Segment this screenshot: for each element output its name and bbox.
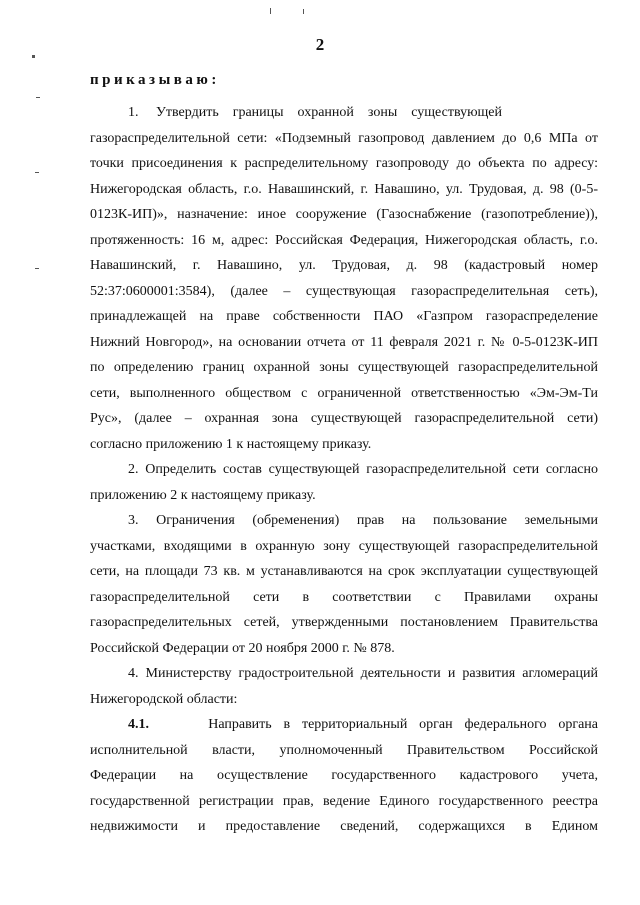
paragraph-1-line: по определению границ охранной зоны существующей газораспределительной xyxy=(90,360,598,375)
order-heading: приказываю: xyxy=(90,72,220,88)
paragraph-3-line: газораспределительной сети в соответствии с Правилами охраны xyxy=(90,589,598,605)
paragraph-1-line: согласно приложению 1 к настоящему приказу. xyxy=(90,436,372,452)
paragraph-3-line: 3. Ограничения (обременения) прав на пользование земельными xyxy=(128,513,598,528)
scan-mark xyxy=(36,97,40,98)
scan-mark xyxy=(35,172,39,173)
paragraph-1-line: газораспределительной сети: «Подземный газопровод давлением до 0,6 МПа от xyxy=(90,130,598,146)
paragraph-1-line: Нижегородская область, г.о. Навашинский, г. Навашино, ул. Трудовая, д. 98 (0-5- xyxy=(90,181,598,197)
paragraph-1-line: 52:37:0600001:3584), (далее – существующая газораспределительная сеть), xyxy=(90,283,598,299)
paragraph-1-line: протяженность: 16 м, адрес: Российская Федерация, Нижегородская область, г.о. xyxy=(90,232,598,248)
scan-mark xyxy=(35,268,39,269)
paragraph-4-1-text: Направить в территориальный орган федерального органа xyxy=(208,717,598,732)
paragraph-4-1-line: исполнительной власти, уполномоченный Правительством Российской xyxy=(90,742,598,758)
scan-mark xyxy=(32,55,35,58)
paragraph-1-line: 1. Утвердить границы охранной зоны существующей xyxy=(128,105,503,120)
paragraph-4-1-line: недвижимости и предоставление сведений, содержащихся в Едином xyxy=(90,819,598,834)
paragraph-3-line: Российской Федерации от 20 ноября 2000 г. № 878. xyxy=(90,640,395,656)
paragraph-4-1-line: Федерации на осуществление государственного кадастрового учета, xyxy=(90,768,598,783)
paragraph-1-line: Рус», (далее – охранная зона существующей газораспределительной сети) xyxy=(90,411,598,426)
paragraph-2-line: приложению 2 к настоящему приказу. xyxy=(90,487,316,503)
paragraph-1-line: Нижний Новгород», на основании отчета от 11 февраля 2021 г. № 0-5-0123К-ИП xyxy=(90,334,598,350)
paragraph-4-1-line xyxy=(90,712,598,738)
scan-mark xyxy=(303,9,304,14)
paragraph-2-line: 2. Определить состав существующей газораспределительной сети согласно xyxy=(128,462,598,477)
paragraph-1-line: сети, выполненного обществом с ограниченной ответственностью «Эм-Эм-Ти xyxy=(90,385,598,401)
paragraph-4-1-line: государственной регистрации прав, ведение Единого государственного реестра xyxy=(90,793,598,809)
paragraph-4-line: Нижегородской области: xyxy=(90,691,238,707)
paragraph-3-line: газораспределительных сетей, утвержденными постановлением Правительства xyxy=(90,615,598,630)
document-body xyxy=(90,100,598,840)
paragraph-3-line: сети, на площади 73 кв. м устанавливаются на срок эксплуатации существующей xyxy=(90,564,598,579)
paragraph-4-line: 4. Министерству градостроительной деятельности и развития агломераций xyxy=(128,666,598,681)
page-number: 2 xyxy=(315,35,325,54)
paragraph-4-1-number: 4.1. xyxy=(128,717,149,732)
paragraph-1-line: 0123К-ИП)», назначение: иное сооружение (Газоснабжение (газопотребление)), xyxy=(90,207,598,222)
scan-mark xyxy=(270,8,271,14)
paragraph-3-line: участками, входящими в охранную зону существующей газораспределительной xyxy=(90,538,598,554)
paragraph-1-line: Навашинский, г. Навашино, ул. Трудовая, д. 98 (кадастровый номер xyxy=(90,258,598,273)
paragraph-1-line: точки присоединения к распределительному газопроводу до объекта по адресу: xyxy=(90,156,598,171)
paragraph-1-line: принадлежащей на праве собственности ПАО «Газпром газораспределение xyxy=(90,309,598,324)
